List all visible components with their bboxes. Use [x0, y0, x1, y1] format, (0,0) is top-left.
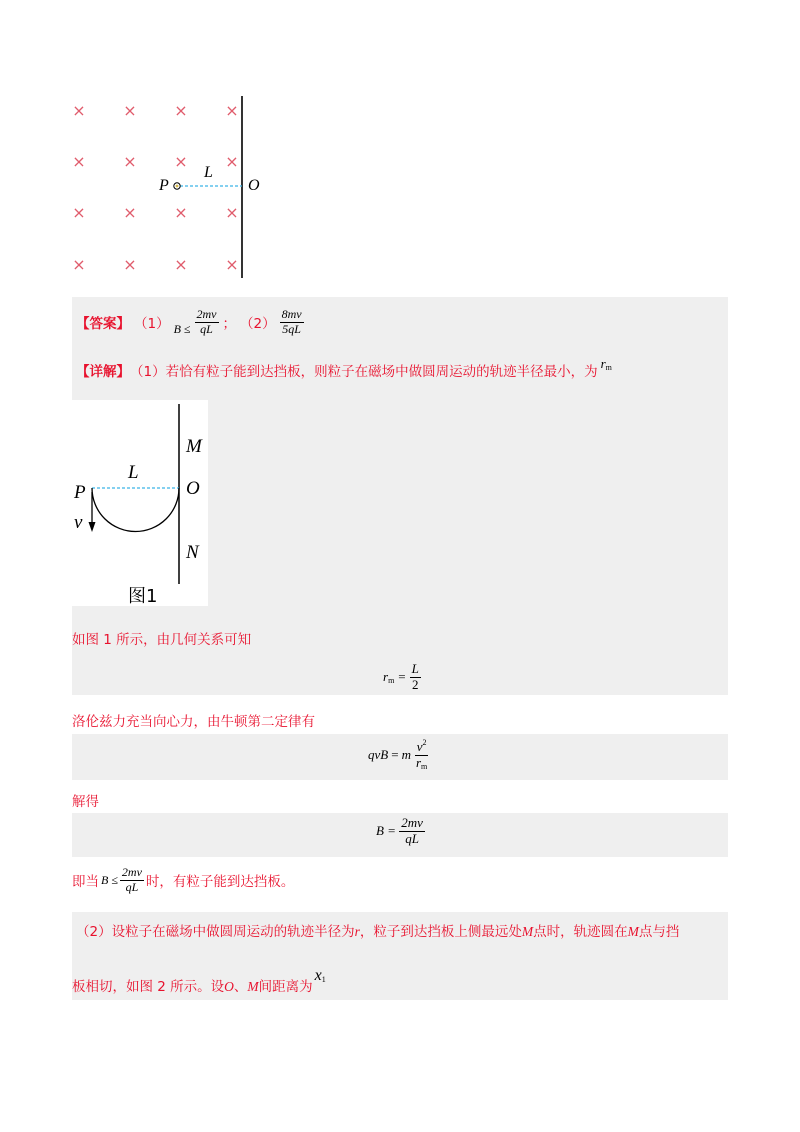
label-L: L: [204, 164, 213, 181]
lorentz-text: 洛伦兹力充当向心力，由牛顿第二定律有: [72, 714, 315, 730]
part2-text: 板相切，如图 2 所示。设: [72, 979, 225, 995]
cross-icon: ×: [72, 255, 86, 274]
part2-text: ，粒子到达挡板上侧最远处: [359, 924, 522, 940]
answer-part1-fraction: [195, 308, 219, 337]
eq1-fraction: [410, 662, 421, 693]
radius-r: r: [600, 356, 606, 371]
magnetic-field-crosses: [72, 101, 238, 274]
x-symbol: x: [314, 967, 322, 984]
fraction-numerator: L: [411, 661, 419, 676]
cross-icon: ×: [174, 152, 188, 171]
conclusion-fraction: [120, 866, 144, 895]
figure-top: [60, 90, 280, 285]
fraction-denominator: qL: [125, 879, 139, 894]
part2-M: M: [247, 979, 259, 994]
conclusion-line: [72, 866, 294, 895]
eq2-mass: m: [401, 746, 411, 762]
cross-icon: ×: [225, 101, 239, 120]
part2-O: O: [224, 979, 234, 994]
label-v: v: [74, 512, 83, 533]
part2-line-2: [72, 967, 326, 995]
geometry-text: 如图 1 所示，由几何关系可知: [72, 632, 252, 648]
part2-M: M: [627, 924, 639, 939]
eq3-lhs: B: [376, 823, 384, 839]
figure-1: [72, 400, 208, 606]
fraction-numerator: 8mv: [281, 306, 302, 321]
label-L: L: [128, 462, 139, 483]
fraction-numerator: 2mv: [121, 865, 142, 879]
eq2-equals: =: [391, 746, 399, 762]
conclusion-lhs: B ≤: [101, 872, 118, 887]
figure-1-svg: [72, 400, 208, 606]
radius-symbol: [601, 356, 612, 372]
cross-icon: ×: [174, 255, 188, 274]
fraction-numerator: $v^2$: [416, 738, 427, 754]
cross-icon: ×: [123, 255, 137, 274]
part2-line-1: [76, 920, 679, 940]
detail-text: （1）若恰有粒子能到达挡板，则粒子在磁场中做圆周运动的轨迹半径最小，为: [130, 364, 598, 380]
distance-x1-symbol: [315, 967, 326, 985]
fraction-denominator: 5qL: [282, 321, 301, 336]
eq2-fraction: [414, 738, 429, 771]
cross-icon: ×: [72, 152, 86, 171]
part2-M: M: [521, 924, 534, 939]
cross-icon: ×: [123, 152, 137, 171]
answer-part2-number: （2）: [240, 316, 276, 332]
equation-newton: [368, 738, 429, 771]
fraction-denominator: 2: [412, 676, 419, 692]
cross-icon: ×: [72, 203, 86, 222]
detail-line: [76, 356, 612, 380]
figure-top-svg: [60, 90, 280, 285]
label-M: M: [186, 436, 202, 457]
label-P: P: [159, 177, 169, 194]
answer-part1-lhs: B ≤: [173, 321, 191, 336]
part2-text: 、: [233, 979, 248, 995]
detail-label: 【详解】: [76, 364, 130, 380]
label-N: N: [186, 542, 199, 563]
cross-icon: ×: [123, 101, 137, 120]
part2-text: （2）设粒子在磁场中做圆周运动的轨迹半径为: [76, 924, 355, 940]
trajectory-semicircle: [92, 488, 179, 532]
answer-part2-fraction: [280, 308, 304, 337]
cross-icon: ×: [225, 255, 239, 274]
fraction-denominator: $r_m$: [415, 754, 428, 771]
eq1-equals: =: [398, 669, 406, 685]
fraction-numerator: 2mv: [196, 306, 217, 321]
figure-1-caption: 图1: [128, 586, 158, 606]
equation-b: [376, 816, 425, 847]
part2-text: 点与挡: [638, 924, 680, 940]
cross-icon: ×: [225, 203, 239, 222]
cross-icon: ×: [72, 101, 86, 120]
label-P: P: [74, 482, 86, 503]
radius-sub: m: [605, 363, 612, 372]
answer-separator: ；: [222, 316, 237, 332]
eq2-lhs: qvB: [368, 746, 389, 762]
answer-row: [76, 302, 304, 342]
eq3-fraction: [399, 816, 425, 847]
cross-icon: ×: [123, 203, 137, 222]
part2-text: 间距离为: [258, 979, 313, 995]
eq3-equals: =: [387, 823, 396, 839]
particle-source-dot: [176, 185, 179, 188]
part2-text: 点时，轨迹圆在: [533, 924, 628, 940]
answer-label: 【答案】: [76, 316, 130, 332]
solve-text: 解得: [72, 794, 99, 810]
cross-icon: ×: [174, 203, 188, 222]
velocity-arrowhead-icon: [89, 522, 96, 532]
fraction-numerator: 2mv: [401, 815, 423, 830]
label-O: O: [186, 478, 200, 499]
part2-r: r: [354, 924, 360, 939]
answer-part1-number: （1）: [134, 316, 170, 332]
x-sub: 1: [321, 975, 326, 984]
fraction-denominator: qL: [200, 321, 213, 336]
fraction-denominator: qL: [405, 830, 419, 846]
conclusion-prefix: 即当: [72, 874, 99, 891]
conclusion-suffix: 时，有粒子能到达挡板。: [145, 874, 295, 891]
label-O: O: [248, 177, 260, 194]
eq1-lhs: $r_m$: [383, 669, 395, 686]
equation-rm: [383, 662, 421, 693]
cross-icon: ×: [174, 101, 188, 120]
cross-icon: ×: [225, 152, 239, 171]
